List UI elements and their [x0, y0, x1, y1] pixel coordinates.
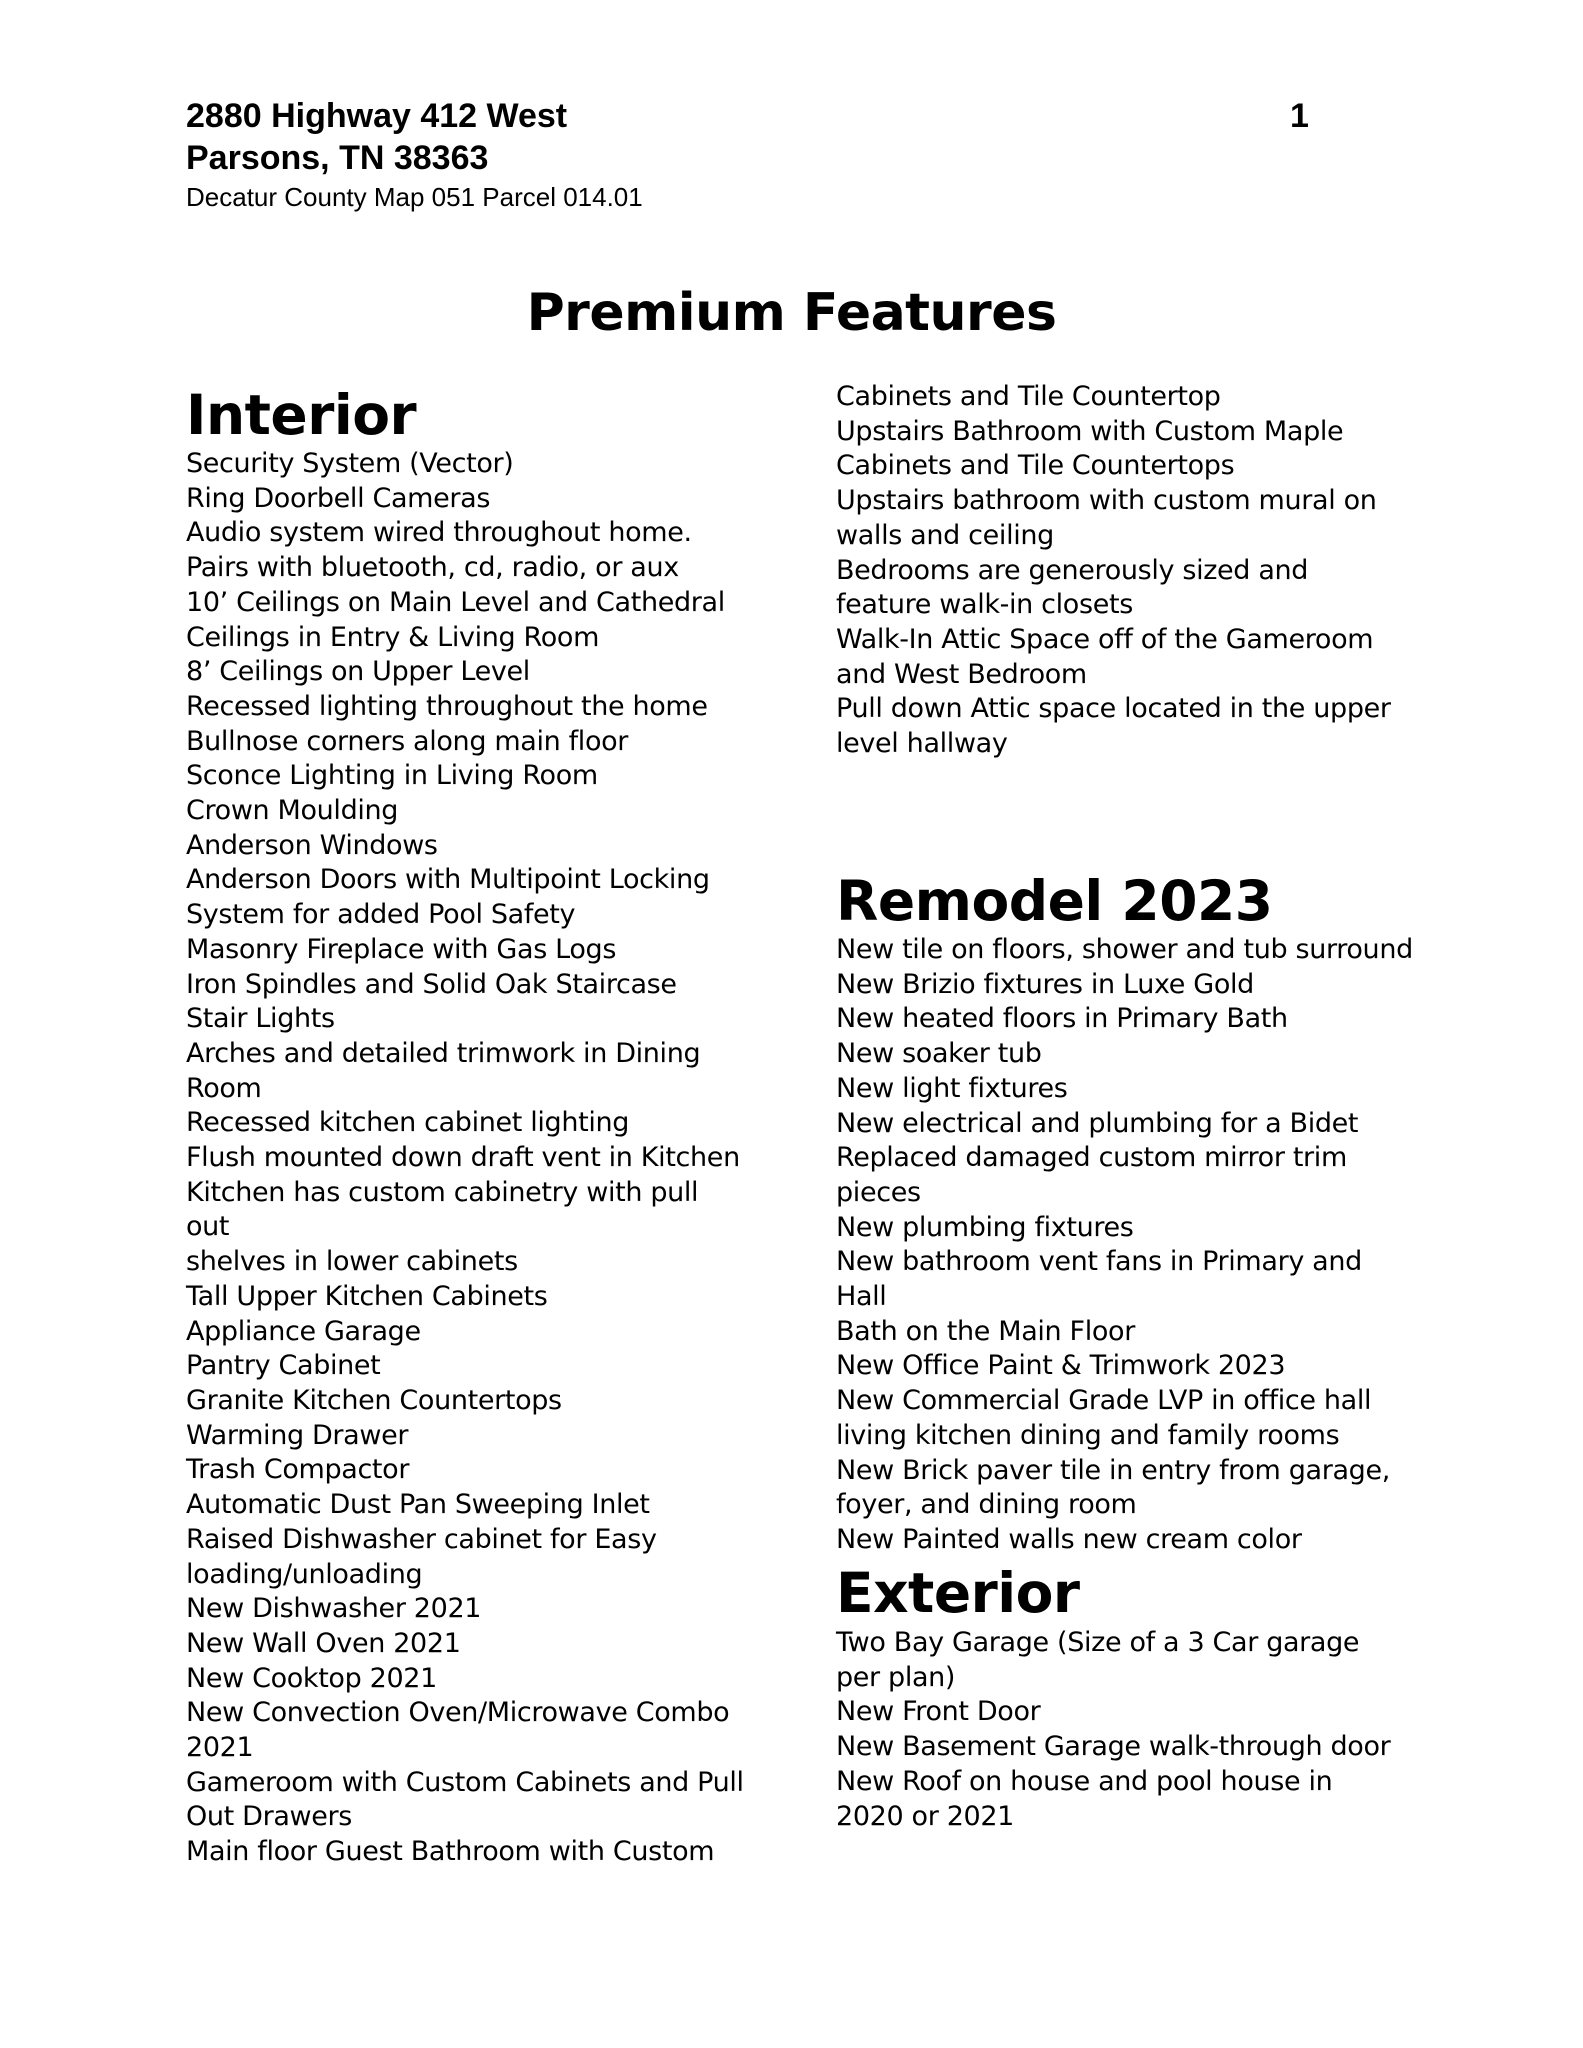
- remodel-feature-line: foyer, and dining room: [836, 1489, 1137, 1521]
- exterior-feature-line: per plan): [836, 1661, 956, 1693]
- exterior-heading: Exterior: [836, 1561, 1080, 1625]
- parcel-info: Decatur County Map 051 Parcel 014.01: [186, 182, 643, 212]
- remodel-feature-line: New Brizio fixtures in Luxe Gold: [836, 968, 1254, 1000]
- interior-feature-line: Pull down Attic space located in the upper: [836, 693, 1391, 725]
- interior-feature-line: Recessed lighting throughout the home: [186, 690, 708, 722]
- interior-feature-line: Pairs with bluetooth, cd, radio, or aux: [186, 552, 679, 584]
- interior-feature-line: 10’ Ceilings on Main Level and Cathedral: [186, 586, 725, 618]
- interior-feature-list-continued: [836, 380, 1416, 762]
- interior-feature-line: Pantry Cabinet: [186, 1350, 381, 1382]
- page-number: 1: [1290, 97, 1309, 135]
- interior-feature-line: Audio system wired throughout home.: [186, 517, 692, 549]
- interior-feature-line: Flush mounted down draft vent in Kitchen: [186, 1142, 740, 1174]
- interior-feature-line: Walk-In Attic Space off of the Gameroom: [836, 623, 1374, 655]
- interior-feature-line: Cabinets and Tile Countertop: [836, 381, 1221, 412]
- interior-feature-line: Arches and detailed trimwork in Dining: [186, 1037, 701, 1069]
- interior-feature-line: Security System (Vector): [186, 448, 514, 479]
- interior-feature-line: Cabinets and Tile Countertops: [836, 450, 1235, 482]
- interior-feature-line: Main floor Guest Bathroom with Custom: [186, 1836, 715, 1868]
- interior-feature-line: Bullnose corners along main floor: [186, 725, 629, 757]
- address-line-1: 2880 Highway 412 West: [186, 97, 568, 135]
- interior-feature-line: Upstairs Bathroom with Custom Maple: [836, 415, 1344, 447]
- remodel-feature-line: pieces: [836, 1176, 921, 1208]
- exterior-feature-line: 2020 or 2021: [836, 1800, 1015, 1832]
- remodel-feature-line: New electrical and plumbing for a Bidet: [836, 1107, 1359, 1139]
- interior-feature-line: 2021: [186, 1732, 254, 1764]
- interior-feature-line: Room: [186, 1072, 262, 1104]
- remodel-feature-line: living kitchen dining and family rooms: [836, 1419, 1340, 1451]
- interior-feature-line: New Cooktop 2021: [186, 1662, 437, 1694]
- remodel-heading: Remodel 2023: [836, 869, 1273, 933]
- interior-feature-line: Bedrooms are generously sized and: [836, 554, 1309, 586]
- remodel-feature-line: New Office Paint & Trimwork 2023: [836, 1350, 1286, 1382]
- remodel-feature-line: New bathroom vent fans in Primary and Hall: [836, 1246, 1362, 1313]
- remodel-feature-line: New Commercial Grade LVP in office hall: [836, 1385, 1372, 1417]
- remodel-feature-line: Bath on the Main Floor: [836, 1315, 1135, 1347]
- interior-feature-line: Masonry Fireplace with Gas Logs: [186, 933, 617, 965]
- address-line-2: Parsons, TN 38363: [186, 139, 489, 177]
- interior-feature-line: Gameroom with Custom Cabinets and Pull: [186, 1766, 744, 1798]
- exterior-feature-list: [836, 1626, 1416, 1834]
- interior-feature-line: Trash Compactor: [186, 1454, 410, 1486]
- remodel-feature-line: Replaced damaged custom mirror trim: [836, 1142, 1347, 1174]
- exterior-feature-line: Two Bay Garage (Size of a 3 Car garage: [836, 1627, 1360, 1658]
- interior-feature-line: New Convection Oven/Microwave Combo: [186, 1697, 730, 1729]
- exterior-feature-line: New Roof on house and pool house in: [836, 1765, 1333, 1797]
- interior-feature-line: Crown Moulding: [186, 795, 399, 827]
- interior-feature-line: and West Bedroom: [836, 658, 1087, 690]
- interior-feature-line: New Dishwasher 2021: [186, 1593, 482, 1625]
- remodel-feature-line: New tile on floors, shower and tub surround: [836, 934, 1413, 965]
- interior-feature-line: loading/unloading: [186, 1558, 423, 1590]
- interior-feature-line: Appliance Garage: [186, 1315, 421, 1347]
- interior-feature-line: Stair Lights: [186, 1003, 335, 1035]
- remodel-feature-line: New Brick paver tile in entry from garage,: [836, 1454, 1390, 1486]
- page-title: Premium Features: [526, 283, 1057, 343]
- interior-feature-line: walls and ceiling: [836, 519, 1054, 551]
- interior-feature-line: shelves in lower cabinets: [186, 1246, 518, 1278]
- interior-feature-line: Out Drawers: [186, 1801, 352, 1833]
- interior-feature-line: Anderson Windows: [186, 829, 438, 861]
- interior-feature-line: Ceilings in Entry & Living Room: [186, 621, 600, 653]
- remodel-feature-line: New plumbing fixtures: [836, 1211, 1134, 1243]
- interior-feature-line: Upstairs bathroom with custom mural on: [836, 485, 1377, 517]
- remodel-feature-line: New heated floors in Primary Bath: [836, 1003, 1288, 1035]
- interior-feature-line: 8’ Ceilings on Upper Level: [186, 656, 530, 688]
- interior-feature-line: Anderson Doors with Multipoint Locking: [186, 864, 710, 896]
- exterior-feature-line: New Front Door: [836, 1696, 1041, 1728]
- remodel-feature-line: New light fixtures: [836, 1072, 1068, 1104]
- interior-feature-line: New Wall Oven 2021: [186, 1627, 461, 1659]
- remodel-feature-list: [836, 933, 1416, 1558]
- remodel-feature-line: New Painted walls new cream color: [836, 1523, 1302, 1555]
- interior-feature-line: Recessed kitchen cabinet lighting: [186, 1107, 630, 1139]
- interior-feature-line: Sconce Lighting in Living Room: [186, 760, 598, 792]
- interior-feature-line: Iron Spindles and Solid Oak Staircase: [186, 968, 677, 1000]
- exterior-feature-line: New Basement Garage walk-through door: [836, 1731, 1391, 1763]
- interior-feature-line: Tall Upper Kitchen Cabinets: [186, 1280, 548, 1312]
- interior-feature-line: Kitchen has custom cabinetry with pull out: [186, 1176, 699, 1243]
- remodel-feature-line: New soaker tub: [836, 1038, 1042, 1070]
- interior-feature-line: level hallway: [836, 728, 1008, 760]
- interior-feature-line: System for added Pool Safety: [186, 899, 576, 931]
- interior-feature-line: Warming Drawer: [186, 1419, 409, 1451]
- interior-feature-line: Raised Dishwasher cabinet for Easy: [186, 1523, 657, 1555]
- interior-feature-list: [186, 447, 746, 1870]
- interior-feature-line: feature walk-in closets: [836, 589, 1133, 621]
- interior-feature-line: Ring Doorbell Cameras: [186, 482, 491, 514]
- interior-feature-line: Automatic Dust Pan Sweeping Inlet: [186, 1489, 650, 1521]
- interior-feature-line: Granite Kitchen Countertops: [186, 1384, 562, 1416]
- interior-heading: Interior: [186, 383, 417, 447]
